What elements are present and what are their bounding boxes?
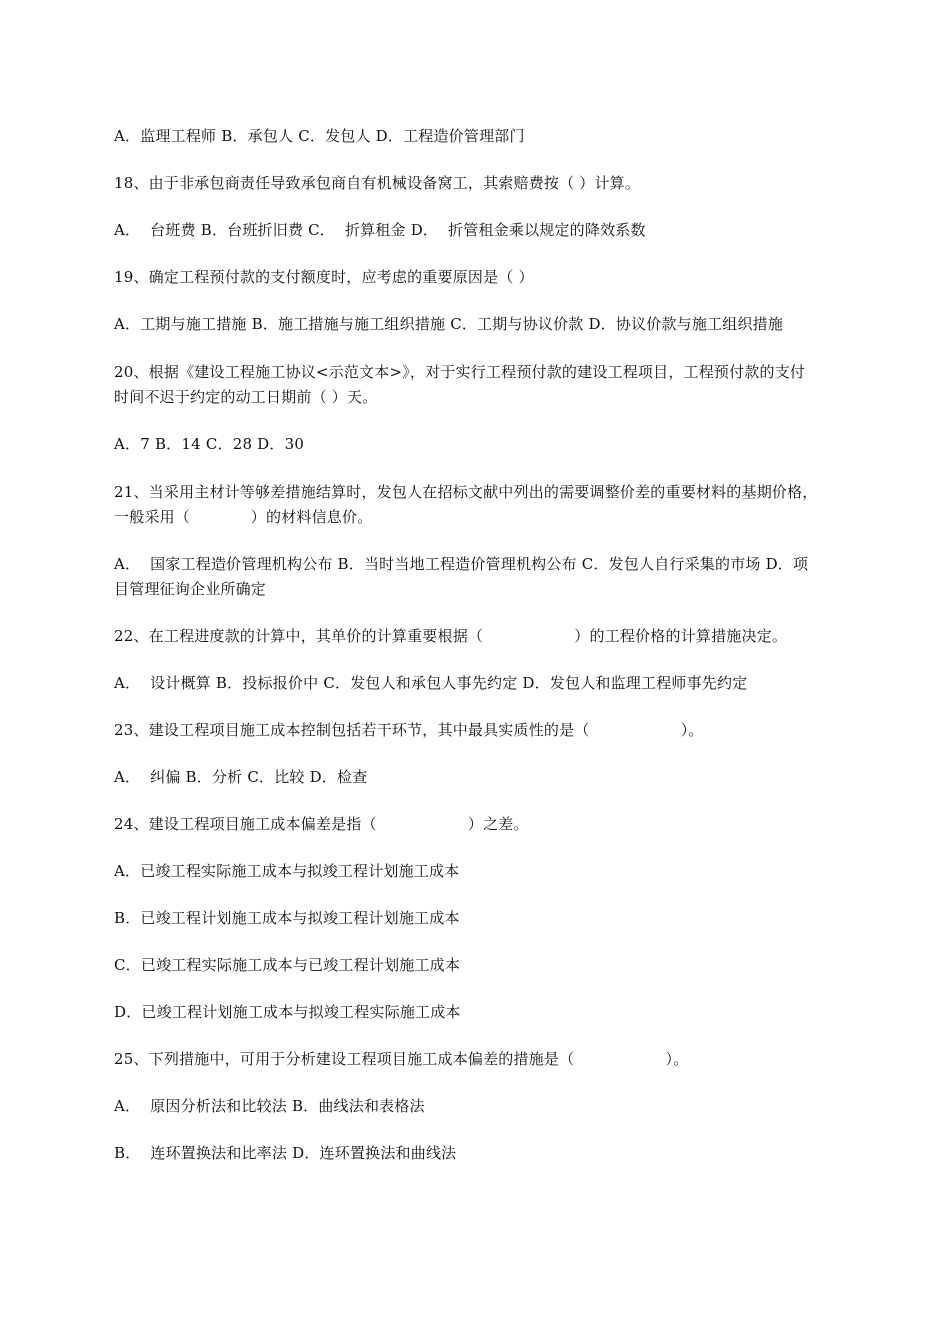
q23-question: 23、建设工程项目施工成本控制包括若干环节，其中最具实质性的是（ ）。 bbox=[114, 721, 704, 739]
q25-question: 25、下列措施中，可用于分析建设工程项目施工成本偏差的措施是（ ）。 bbox=[114, 1050, 689, 1068]
q19-question: 19、确定工程预付款的支付额度时，应考虑的重要原因是（ ） bbox=[114, 268, 534, 286]
q18-options: A． 台班费 B．台班折旧费 C． 折算租金 D． 折管租金乘以规定的降效系数 bbox=[114, 221, 646, 239]
q25-options-line2: B． 连环置换法和比率法 D．连环置换法和曲线法 bbox=[114, 1144, 457, 1162]
q24-option-a: A．已竣工程实际施工成本与拟竣工程计划施工成本 bbox=[114, 862, 460, 880]
q24-option-c: C．已竣工程实际施工成本与已竣工程计划施工成本 bbox=[114, 956, 461, 974]
q24-question: 24、建设工程项目施工成本偏差是指（ ）之差。 bbox=[114, 815, 529, 833]
q21-options-line2: 目管理征询企业所确定 bbox=[114, 580, 267, 598]
q22-question: 22、在工程进度款的计算中，其单价的计算重要根据（ ）的工程价格的计算措施决定。 bbox=[114, 627, 788, 645]
q20-question-line1: 20、根据《建设工程施工协议<示范文本>》，对于实行工程预付款的建设工程项目，工程预付款的支付 bbox=[114, 363, 806, 381]
q23-options: A． 纠偏 B．分析 C．比较 D．检查 bbox=[114, 768, 368, 786]
q21-options-line1: A． 国家工程造价管理机构公布 B．当时当地工程造价管理机构公布 C．发包人自行采集的市场 D．项 bbox=[114, 555, 809, 573]
q25-options-line1: A． 原因分析法和比较法 B．曲线法和表格法 bbox=[114, 1097, 425, 1115]
q20-question-line2: 时间不迟于约定的动工日期前（ ）天。 bbox=[114, 388, 378, 406]
q19-options: A．工期与施工措施 B．施工措施与施工组织措施 C．工期与协议价款 D．协议价款与施工组织措施 bbox=[114, 315, 784, 333]
q21-question-line2: 一般采用（ ）的材料信息价。 bbox=[114, 508, 373, 526]
q18-question: 18、由于非承包商责任导致承包商自有机械设备窝工，其索赔费按（ ）计算。 bbox=[114, 174, 641, 192]
q17-options: A．监理工程师 B．承包人 C．发包人 D．工程造价管理部门 bbox=[114, 127, 525, 145]
q24-option-b: B．已竣工程计划施工成本与拟竣工程计划施工成本 bbox=[114, 909, 460, 927]
q21-question-line1: 21、当采用主材计等够差措施结算时，发包人在招标文献中列出的需要调整价差的重要材料的基期价格， bbox=[114, 483, 818, 501]
q22-options: A． 设计概算 B．投标报价中 C．发包人和承包人事先约定 D．发包人和监理工程师事先约定 bbox=[114, 674, 748, 692]
q20-options: A．7 B．14 C．28 D．30 bbox=[114, 435, 305, 453]
q24-option-d: D．已竣工程计划施工成本与拟竣工程实际施工成本 bbox=[114, 1003, 461, 1021]
